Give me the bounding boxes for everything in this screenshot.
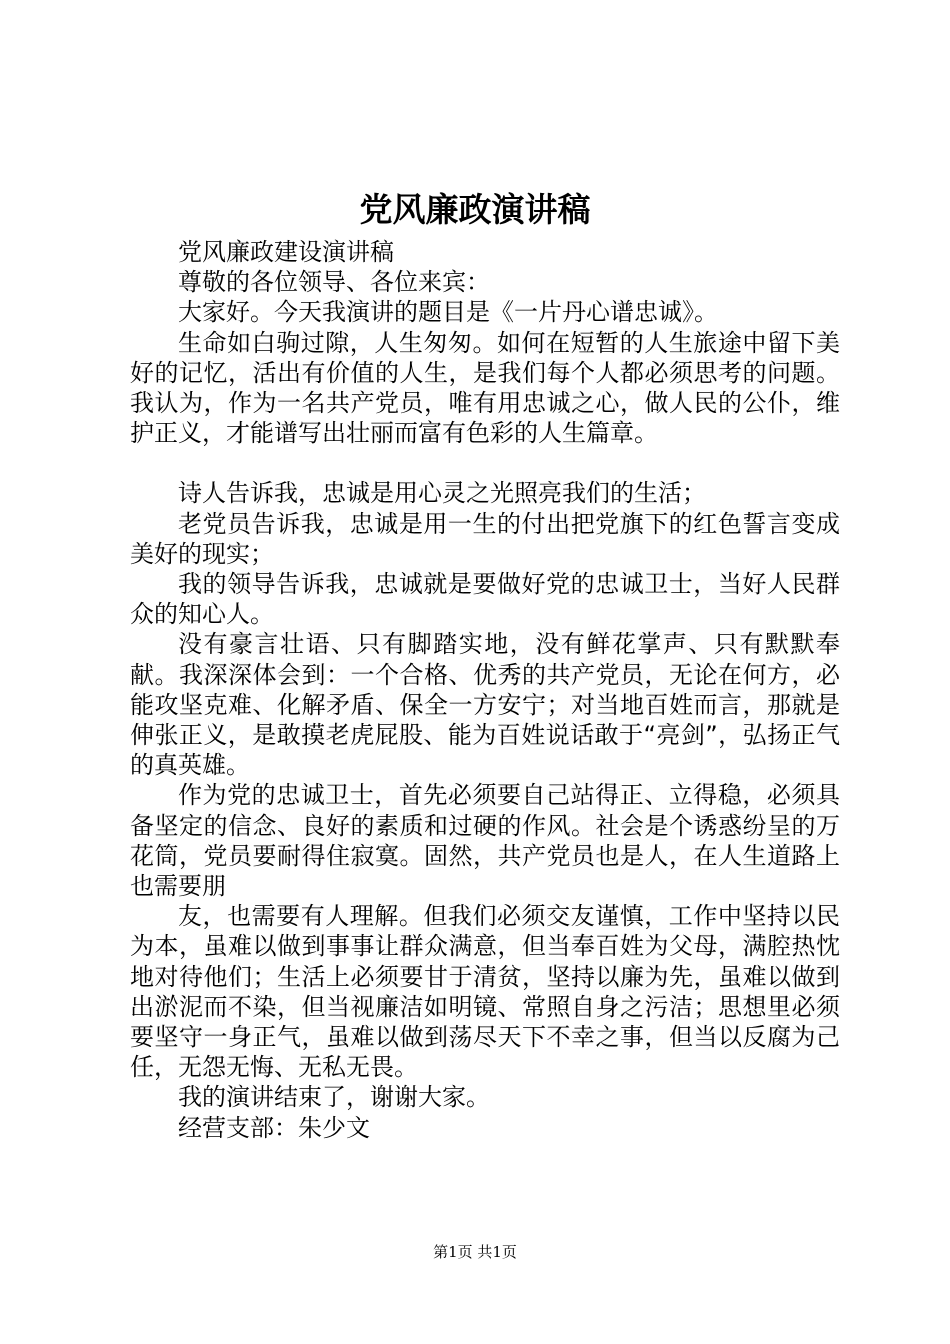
paragraph-dedication: 没有豪言壮语、只有脚踏实地，没有鲜花掌声、只有默默奉献。我深深体会到：一个合格、优秀的共产党员，无论在何方，必能攻坚克难、化解矛盾、保全一方安宁；对当地百姓而言，那就是伸张正义，是敢摸老虎屁股、能为百姓说话敢于“亮剑”，弘扬正气的真英雄。 [130,630,840,780]
paragraph-intro: 生命如白驹过隙，人生匆匆。如何在短暂的人生旅途中留下美好的记忆，活出有价值的人生，是我们每个人都必须思考的问题。我认为，作为一名共产党员，唯有用忠诚之心，做人民的公仆，维护正义，才能谱写出壮丽而富有色彩的人生篇章。 [130,328,840,448]
paragraph-closing: 我的演讲结束了，谢谢大家。 [178,1083,490,1112]
page-title: 党风廉政演讲稿 [359,190,591,229]
paragraph-subtitle: 党风廉政建设演讲稿 [178,238,394,266]
paragraph-signature: 经营支部：朱少文 [178,1113,370,1142]
document-body [130,237,840,1143]
paragraph-salutation: 尊敬的各位领导、各位来宾： [178,268,490,297]
paragraph-old-member: 老党员告诉我，忠诚是用一生的付出把党旗下的红色誓言变成美好的现实； [130,509,840,568]
paragraph-friends: 友，也需要有人理解。但我们必须交友谨慎，工作中坚持以民为本，虽难以做到事事让群众满意，但当奉百姓为父母，满腔热忱地对待他们；生活上必须要甘于清贫，坚持以廉为先，虽难以做到出淤泥而不染，但当视廉洁如明镜、常照自身之污洁；思想里必须要坚守一身正气，虽难以做到荡尽天下不幸之事，但当以反腐为己任，无怨无悔、无私无畏。 [130,902,840,1082]
paragraph-guardian: 作为党的忠诚卫士，首先必须要自己站得正、立得稳，必须具备坚定的信念、良好的素质和过硬的作风。社会是个诱惑纷呈的万花筒，党员要耐得住寂寞。固然，共产党员也是人，在人生道路上也需要朋 [130,781,840,901]
paragraph-poet: 诗人告诉我，忠诚是用心灵之光照亮我们的生活； [178,479,706,508]
page-footer: 第1页 共1页 [433,1243,517,1261]
paragraph-greeting: 大家好。今天我演讲的题目是《一片丹心谱忠诚》。 [178,298,718,327]
paragraph-leader: 我的领导告诉我，忠诚就是要做好党的忠诚卫士，当好人民群众的知心人。 [130,570,840,629]
paragraph-spacer [130,448,840,478]
